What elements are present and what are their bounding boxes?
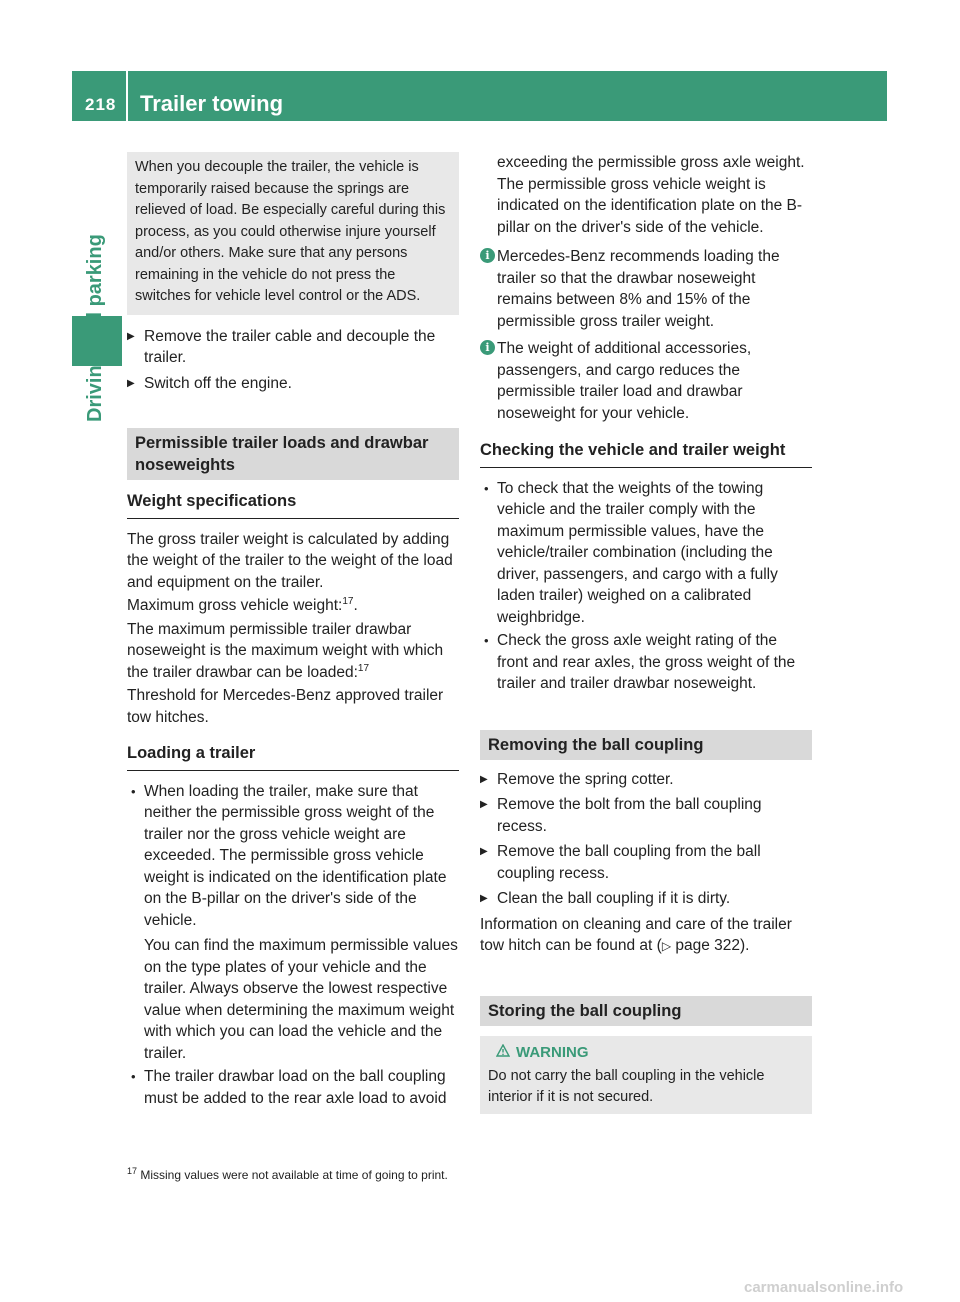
step-item: ▶ Remove the trailer cable and decouple the trailer.: [127, 326, 459, 369]
footnote-ref: 17: [357, 662, 370, 674]
heading-checking-weight: Checking the vehicle and trailer weight: [480, 440, 812, 468]
weight-paragraph-1: The gross trailer weight is calculated by adding the weight of the trailer to the weight of the load and equipment on the trailer.: [127, 530, 453, 591]
bullet-item: • When loading the trailer, make sure that neither the permissible gross weight of the trailer nor the gross vehicle weight are exceeded. The permissible gross vehicle weight is indicated on the identification plate on the B-pillar on the driver's side of the vehicle.: [127, 781, 459, 932]
heading-weight-specifications: Weight specifications: [127, 491, 459, 519]
page-number: 218: [85, 95, 117, 114]
info-note: [480, 338, 812, 424]
step-item: ▶ Remove the spring cotter.: [480, 769, 812, 791]
note-box: [127, 152, 459, 315]
info-text: The weight of additional accessories, passengers, and cargo reduces the permissible trailer load and drawbar noseweight for your vehicle.: [497, 340, 752, 422]
right-column: [480, 152, 812, 1114]
warning-text: Do not carry the ball coupling in the vehicle interior if it is not secured.: [488, 1067, 765, 1105]
watermark: carmanualsonline.info: [744, 1279, 904, 1296]
continued-text: exceeding the permissible gross axle weight. The permissible gross vehicle weight is indicated on the identification plate on the B-pillar on the driver's side of the vehicle.: [497, 154, 805, 236]
info-icon: i: [480, 340, 495, 355]
bullet-continuation: You can find the maximum permissible values on the type plates of your vehicle and the trailer. Always observe the lowest respective value when determining the maximum weight with which you can load the vehicle and the trailer.: [144, 937, 458, 1062]
weight-paragraph-2: Maximum gross vehicle weight:$^{17}$.: [127, 595, 358, 614]
warning-box: [480, 1036, 812, 1114]
info-note: [480, 246, 812, 332]
section-title-removing: Removing the ball coupling: [480, 730, 812, 760]
chapter-title: Trailer towing: [140, 91, 284, 116]
warning-heading: WARNING: [488, 1042, 802, 1063]
cross-reference: Information on cleaning and care of the trailer tow hitch can be found at (▷ page 322).: [480, 915, 792, 954]
side-tab-block: [72, 316, 122, 366]
section-title-loads: Permissible trailer loads and drawbar noseweights: [127, 428, 459, 480]
bullet-item: • To check that the weights of the towing vehicle and the trailer comply with the maximum permissible values, have the vehicle/trailer combination (including the driver, passengers, and cargo with a fully laden trailer) weighed on a calibrated weighbridge.: [480, 478, 812, 629]
footnote: $^{17}$ Missing values were not available at time of going to print.: [127, 1166, 448, 1182]
step-item: ▶ Remove the bolt from the ball coupling recess.: [480, 794, 812, 837]
heading-loading-trailer: Loading a trailer: [127, 743, 459, 771]
bullet-item: • The trailer drawbar load on the ball coupling must be added to the rear axle load to avoid: [127, 1066, 459, 1109]
info-icon: i: [480, 248, 495, 263]
footnote-ref: 17: [342, 595, 354, 607]
left-column: [127, 152, 459, 1111]
weight-paragraph-4: Threshold for Mercedes-Benz approved trailer tow hitches.: [127, 687, 444, 726]
header-divider: [126, 71, 128, 121]
note-text: When you decouple the trailer, the vehicle is temporarily raised because the springs are relieved of load. Be especially careful during this process, as you could otherwise injure yourself and/or others. Make sure that any persons remaining in the vehicle do not press the switches for vehicle level control or the ADS.: [135, 159, 446, 304]
page-arrow-icon: ▷: [661, 939, 672, 953]
info-text: Mercedes-Benz recommends loading the trailer so that the drawbar noseweight remains between 8% and 15% of the permissible gross trailer weight.: [497, 248, 780, 330]
page-header: [72, 71, 887, 121]
step-item: ▶ Clean the ball coupling if it is dirty.: [480, 888, 812, 910]
weight-paragraph-3: The maximum permissible trailer drawbar noseweight is the maximum weight with which the trailer drawbar can be loaded:$^{17}$: [127, 620, 444, 681]
warning-triangle-icon: [496, 1042, 510, 1063]
step-item: ▶ Remove the ball coupling from the ball coupling recess.: [480, 841, 812, 884]
section-title-storing: Storing the ball coupling: [480, 996, 812, 1026]
bullet-item: • Check the gross axle weight rating of the front and rear axles, the gross weight of the trailer and trailer drawbar noseweight.: [480, 630, 812, 695]
step-item: ▶ Switch off the engine.: [127, 373, 459, 395]
